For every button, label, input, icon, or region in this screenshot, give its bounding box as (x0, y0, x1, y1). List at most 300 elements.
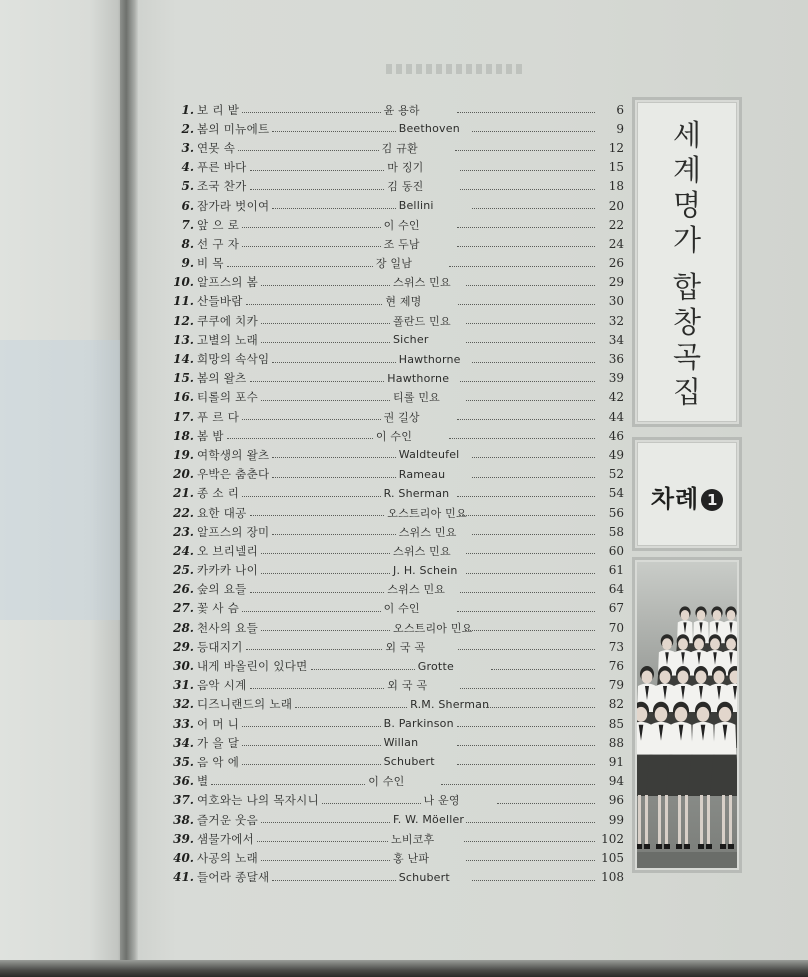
leader-dots (464, 841, 595, 842)
toc-composer: 마 징기 (387, 161, 424, 175)
toc-number: 27. (173, 601, 194, 616)
leader-dots (449, 438, 595, 439)
leader-dots (466, 822, 595, 823)
toc-row (168, 273, 624, 292)
toc-title: 카카카 나이 (197, 563, 258, 578)
toc-composer: R.M. Sherman (410, 697, 490, 711)
toc-number: 3. (181, 140, 194, 155)
leader-dots (211, 784, 365, 785)
leader-dots (460, 381, 595, 382)
toc-title: 봄의 왈츠 (197, 371, 247, 386)
toc-row (168, 349, 624, 368)
toc-title: 내게 바올린이 있다면 (197, 659, 308, 674)
toc-page-number: 96 (608, 793, 624, 808)
toc-page-number: 20 (608, 198, 625, 213)
toc-page-number: 24 (608, 236, 625, 251)
book-gutter (120, 0, 138, 977)
toc-number: 35. (173, 754, 194, 769)
toc-row (168, 618, 624, 637)
leader-dots (242, 246, 380, 247)
toc-number: 28. (173, 620, 194, 635)
toc-title: 어 머 니 (197, 716, 240, 731)
left-page-shade (0, 340, 128, 620)
toc-number: 23. (173, 524, 194, 539)
toc-row (168, 177, 624, 196)
toc-row (168, 561, 624, 580)
leader-dots (472, 208, 595, 209)
toc-title: 고별의 노래 (197, 332, 258, 347)
toc-title: 산들바람 (197, 294, 243, 309)
toc-title: 별 (197, 774, 209, 789)
leader-dots (261, 323, 390, 324)
toc-number: 33. (173, 716, 194, 731)
leader-dots (242, 496, 380, 497)
leader-dots (250, 189, 385, 190)
toc-title: 비 목 (197, 256, 224, 271)
toc-page-number: 70 (608, 620, 624, 635)
leader-dots (460, 592, 595, 593)
toc-number: 5. (181, 179, 194, 194)
toc-title: 앞 으 로 (197, 217, 240, 232)
toc-number: 8. (181, 236, 194, 251)
toc-number: 15. (173, 371, 194, 386)
toc-number: 19. (173, 447, 194, 462)
contents-box (635, 440, 739, 548)
toc-number: 18. (173, 428, 194, 443)
toc-composer: Rameau (398, 467, 446, 481)
toc-page-number: 46 (608, 428, 624, 443)
leader-dots (497, 803, 596, 804)
toc-title: 푸 르 다 (197, 409, 240, 424)
toc-number: 29. (173, 639, 194, 654)
toc-title: 티롤의 포수 (197, 390, 258, 405)
leader-dots (457, 227, 595, 228)
toc-composer: 이 수인 (383, 218, 420, 232)
leader-dots (457, 764, 595, 765)
toc-number: 4. (181, 160, 194, 175)
toc-page-number: 30 (608, 294, 625, 309)
faint-header-bleedthrough (386, 64, 526, 74)
toc-page-number: 88 (608, 735, 625, 750)
toc-page-number: 64 (608, 582, 624, 597)
leader-dots (457, 611, 595, 612)
leader-dots (466, 860, 595, 861)
toc-title: 여학생의 왈츠 (197, 447, 270, 462)
toc-title: 조국 찬가 (197, 179, 247, 194)
leader-dots (250, 688, 385, 689)
toc-page-number: 42 (608, 390, 624, 405)
toc-composer: 홍 난파 (393, 851, 430, 865)
toc-title: 가 을 달 (197, 735, 240, 750)
toc-number: 16. (173, 390, 194, 405)
toc-title: 등대지기 (197, 639, 243, 654)
leader-dots (261, 630, 390, 631)
leader-dots (455, 150, 595, 151)
toc-number: 20. (173, 467, 194, 482)
leader-dots (458, 649, 595, 650)
leader-dots (322, 803, 421, 804)
toc-composer: 이 수인 (375, 429, 413, 443)
toc-number: 7. (181, 217, 194, 232)
toc-number: 25. (173, 563, 194, 578)
toc-composer: 폴란드 민요 (393, 314, 451, 328)
toc-page-number: 94 (608, 774, 625, 789)
leader-dots (466, 553, 595, 554)
book-title (637, 118, 737, 410)
toc-title: 디즈니랜드의 노래 (197, 697, 293, 712)
leader-dots (472, 534, 595, 535)
toc-title: 음악 시계 (197, 678, 247, 693)
toc-row (168, 791, 624, 810)
leader-dots (295, 707, 407, 708)
toc-composer: 오스트리아 민요 (393, 621, 473, 635)
toc-number: 34. (173, 735, 194, 750)
toc-row (168, 637, 624, 656)
choir-photo-image (637, 562, 737, 868)
toc-page-number: 49 (608, 447, 625, 462)
leader-dots (242, 745, 380, 746)
toc-page-number: 76 (608, 659, 624, 674)
book-title-char: 세 (672, 118, 701, 152)
leader-dots (250, 381, 385, 382)
toc-page-number: 60 (608, 543, 624, 558)
leader-dots (460, 688, 595, 689)
toc-number: 41. (173, 870, 194, 885)
leader-dots (460, 170, 595, 171)
toc-composer: 조 두남 (383, 237, 420, 251)
toc-composer: B. Parkinson (383, 717, 454, 731)
leader-dots (441, 784, 595, 785)
leader-dots (242, 112, 380, 113)
toc-page-number: 102 (601, 831, 625, 846)
leader-dots (242, 611, 380, 612)
toc-row (168, 445, 624, 464)
leader-dots (242, 726, 380, 727)
leader-dots (457, 419, 595, 420)
leader-dots (261, 400, 390, 401)
toc-page-number: 108 (601, 870, 625, 885)
leader-dots (272, 477, 395, 478)
leader-dots (261, 573, 390, 574)
toc-row (168, 541, 624, 560)
toc-page-number: 18 (608, 179, 624, 194)
leader-dots (250, 170, 385, 171)
toc-composer: Bellini (398, 199, 434, 213)
toc-row (168, 714, 624, 733)
leader-dots (238, 150, 378, 151)
toc-page-number: 73 (608, 639, 625, 654)
toc-number: 37. (173, 793, 194, 808)
toc-number: 30. (173, 659, 194, 674)
toc-composer: R. Sherman (383, 486, 450, 500)
toc-number: 14. (173, 352, 194, 367)
book-title-char: 계 (672, 153, 701, 187)
leader-dots (466, 400, 595, 401)
toc-title: 푸른 바다 (197, 160, 247, 175)
leader-dots (242, 227, 380, 228)
toc-row (168, 196, 624, 215)
book-title-char: 집 (672, 375, 701, 409)
toc-number: 11. (173, 294, 194, 309)
leader-dots (261, 342, 390, 343)
toc-page-number: 29 (608, 275, 624, 290)
toc-row (168, 158, 624, 177)
book-title-char (637, 258, 737, 270)
toc-title: 봄의 미뉴에트 (197, 121, 270, 136)
toc-row (168, 580, 624, 599)
leader-dots (466, 573, 595, 574)
toc-title: 종 소 리 (197, 486, 240, 501)
leader-dots (257, 841, 388, 842)
toc-page-number: 44 (608, 409, 625, 424)
leader-dots (246, 649, 383, 650)
leader-dots (457, 246, 595, 247)
toc-composer: Waldteufel (398, 448, 460, 462)
leader-dots (472, 457, 595, 458)
toc-number: 40. (173, 850, 194, 865)
toc-row (168, 484, 624, 503)
toc-row (168, 407, 624, 426)
toc-title: 알프스의 장미 (197, 524, 270, 539)
toc-title: 연못 속 (197, 140, 236, 155)
book-title-char: 명 (672, 188, 701, 222)
toc-composer: 티롤 민요 (393, 391, 441, 405)
toc-row (168, 522, 624, 541)
toc-row (168, 733, 624, 752)
toc-title: 우박은 춤춘다 (197, 467, 270, 482)
leader-dots (272, 131, 395, 132)
book-title-char: 가 (672, 223, 701, 257)
leader-dots (227, 438, 373, 439)
leader-dots (311, 669, 415, 670)
book-title-char: 창 (672, 305, 701, 339)
toc-row (168, 426, 624, 445)
contents-number-badge: 1 (701, 489, 723, 511)
toc-row (168, 868, 624, 887)
toc-row (168, 119, 624, 138)
bottom-page-edge (0, 960, 808, 977)
leader-dots (227, 266, 373, 267)
toc-row (168, 848, 624, 867)
toc-composer: 외 국 곡 (387, 679, 428, 693)
toc-number: 13. (173, 332, 194, 347)
toc-title: 샘물가에서 (197, 831, 255, 846)
leader-dots (272, 534, 395, 535)
toc-row (168, 752, 624, 771)
toc-page-number: 67 (608, 601, 625, 616)
toc-page-number: 56 (608, 505, 624, 520)
toc-number: 6. (181, 198, 194, 213)
leader-dots (466, 342, 595, 343)
leader-dots (449, 266, 595, 267)
toc-page-number: 85 (608, 716, 625, 731)
toc-composer: Schubert (383, 755, 435, 769)
toc-title: 사공의 노래 (197, 850, 258, 865)
toc-title: 여호와는 나의 목자시니 (197, 793, 319, 808)
toc-title: 알프스의 봄 (197, 275, 258, 290)
toc-composer: 권 길상 (383, 410, 420, 424)
toc-row (168, 503, 624, 522)
toc-page-number: 32 (608, 313, 624, 328)
toc-row (168, 138, 624, 157)
toc-number: 31. (173, 678, 194, 693)
toc-title: 숲의 요들 (197, 582, 247, 597)
leader-dots (457, 112, 595, 113)
toc-title: 꽃 사 슴 (197, 601, 240, 616)
leader-dots (466, 323, 595, 324)
toc-row (168, 465, 624, 484)
toc-composer: Willan (383, 736, 419, 750)
toc-page-number: 26 (608, 256, 624, 271)
toc-composer: Grotte (417, 659, 454, 673)
leader-dots (272, 208, 395, 209)
toc-composer: 이 수인 (368, 775, 405, 789)
toc-title: 잠가라 벗이여 (197, 198, 270, 213)
toc-page-number: 22 (608, 217, 625, 232)
leader-dots (472, 131, 595, 132)
toc-page-number: 36 (608, 352, 625, 367)
toc-composer: 스위스 민요 (398, 525, 457, 539)
toc-page-number: 79 (608, 678, 624, 693)
toc-page-number: 34 (608, 332, 624, 347)
toc-row (168, 772, 624, 791)
toc-title: 오 브리넬리 (197, 543, 258, 558)
toc-composer: F. W. Möeller (393, 813, 465, 827)
toc-title: 요한 대공 (197, 505, 247, 520)
leader-dots (261, 860, 390, 861)
leader-dots (491, 669, 595, 670)
toc-row (168, 369, 624, 388)
toc-title: 봄 밤 (197, 428, 224, 443)
toc-composer: 김 동진 (387, 180, 424, 194)
toc-title: 쿠쿠에 치카 (197, 313, 258, 328)
contents-heading (637, 479, 737, 514)
toc-title: 선 구 자 (197, 236, 240, 251)
toc-number: 10. (173, 275, 194, 290)
toc-composer: 노비코후 (391, 832, 435, 846)
leader-dots (272, 362, 395, 363)
toc-composer: Beethoven (398, 122, 460, 136)
book-title-box (635, 100, 739, 424)
leader-dots (261, 285, 390, 286)
toc-page-number: 91 (608, 754, 625, 769)
toc-row (168, 695, 624, 714)
toc-page-number: 58 (608, 524, 625, 539)
toc-row (168, 311, 624, 330)
leader-dots (458, 304, 595, 305)
toc-title: 들어라 종달새 (197, 870, 270, 885)
toc-title: 즐거운 웃음 (197, 812, 258, 827)
toc-composer: 장 일남 (375, 257, 413, 271)
leader-dots (466, 630, 595, 631)
toc-page-number: 105 (601, 850, 624, 865)
toc-composer: 오스트리아 민요 (387, 506, 467, 520)
toc-composer: Hawthorne (387, 371, 450, 385)
leader-dots (457, 496, 595, 497)
toc-page-number: 6 (616, 102, 625, 117)
toc-row (168, 330, 624, 349)
toc-page-number: 9 (616, 121, 625, 136)
toc-number: 12. (173, 313, 194, 328)
toc-number: 39. (173, 831, 194, 846)
toc-page-number: 52 (608, 467, 625, 482)
toc-number: 32. (173, 697, 194, 712)
toc-page-number: 54 (608, 486, 625, 501)
toc-composer: 스위스 민요 (393, 544, 451, 558)
leader-dots (242, 764, 380, 765)
toc-number: 17. (173, 409, 194, 424)
toc-row (168, 656, 624, 675)
leader-dots (457, 726, 595, 727)
book-title-char: 곡 (672, 340, 701, 374)
leader-dots (457, 745, 595, 746)
toc-number: 21. (173, 486, 194, 501)
toc-row (168, 254, 624, 273)
toc-composer: 스위스 민요 (393, 276, 451, 290)
toc-composer: 이 수인 (383, 602, 420, 616)
toc-row (168, 388, 624, 407)
toc-composer: Hawthorne (398, 352, 461, 366)
leader-dots (250, 592, 385, 593)
choir-photo (635, 560, 739, 870)
leader-dots (460, 515, 595, 516)
leader-dots (472, 477, 595, 478)
toc-page-number: 39 (608, 371, 624, 386)
toc-page-number: 61 (608, 563, 624, 578)
toc-page-number: 82 (608, 697, 625, 712)
toc-composer: Schubert (398, 870, 450, 884)
toc-number: 36. (173, 774, 194, 789)
toc-number: 24. (173, 543, 194, 558)
toc-number: 26. (173, 582, 194, 597)
toc-row (168, 100, 624, 119)
leader-dots (242, 419, 380, 420)
contents-label: 차례 (650, 485, 700, 513)
toc-page-number: 15 (608, 160, 624, 175)
toc-number: 1. (181, 102, 194, 117)
leader-dots (460, 189, 595, 190)
toc-title: 음 악 에 (197, 754, 240, 769)
toc-title: 보 리 밭 (197, 102, 240, 117)
leader-dots (272, 457, 395, 458)
toc-composer: 외 국 곡 (385, 640, 426, 654)
toc-row (168, 234, 624, 253)
toc-number: 2. (181, 121, 194, 136)
leader-dots (272, 880, 395, 881)
toc-row (168, 810, 624, 829)
table-of-contents (168, 100, 624, 887)
toc-row (168, 676, 624, 695)
leader-dots (472, 880, 595, 881)
leader-dots (261, 822, 390, 823)
leader-dots (250, 515, 385, 516)
leader-dots (261, 553, 390, 554)
toc-composer: 윤 용하 (383, 103, 420, 117)
toc-title: 천사의 요들 (197, 620, 258, 635)
toc-composer: Sicher (393, 333, 429, 347)
leader-dots (483, 707, 595, 708)
toc-composer: 김 규환 (381, 141, 418, 155)
toc-row (168, 215, 624, 234)
toc-number: 22. (173, 505, 194, 520)
toc-row (168, 292, 624, 311)
leader-dots (472, 362, 595, 363)
toc-page-number: 12 (608, 140, 624, 155)
toc-page-number: 99 (608, 812, 624, 827)
leader-dots (246, 304, 383, 305)
toc-row (168, 829, 624, 848)
toc-composer: 스위스 민요 (387, 583, 446, 597)
